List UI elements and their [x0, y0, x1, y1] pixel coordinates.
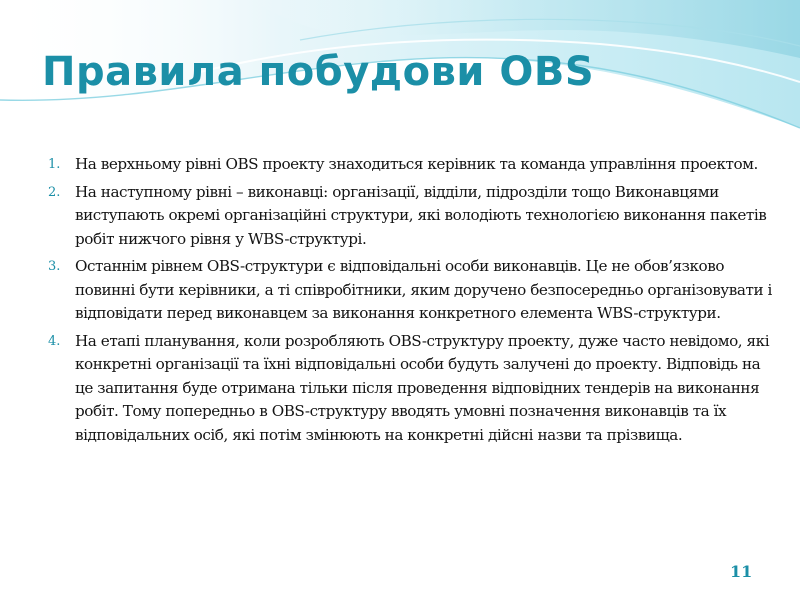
list-item-text: Останнім рівнем OBS-структури є відповідальні особи виконавців. Це не обов’язково повинні бути керівники, а ті співробітники, яким доручено безпосередньо організовувати і відповідати перед виконавцем за виконання конкретного елемента WBS-структури. [75, 257, 772, 322]
list-item-number: 3. [48, 259, 61, 274]
numbered-list [40, 153, 775, 451]
list-item-number: 1. [48, 157, 61, 172]
list-item [40, 181, 775, 252]
list-item-text: На етапі планування, коли розробляють OBS-структуру проекту, дуже часто невідомо, які конкретні організації та їхні відповідальні особи будуть залучені до проекту. Відповідь на це запитання буде отримана тільки після проведення відповідних тендерів на виконання робіт. Тому попередньо в OBS-структуру вводять умовні позначення виконавців та їх відповідальних осіб, які потім змінюють на конкретні дійсні назви та прізвища. [75, 331, 770, 444]
slide-title: Правила побудови OBS [42, 49, 595, 95]
list-item-text: На верхньому рівні OBS проекту знаходиться керівник та команда управління проектом. [75, 155, 758, 173]
list-item-text: На наступному рівні – виконавці: організації, відділи, підрозділи тощо Виконавцями виступають окремі організаційні структури, які володіють технологією виконання пакетів робіт нижчого рівня у WBS-структурі. [75, 182, 767, 248]
list-item [40, 153, 775, 177]
list-item [40, 330, 775, 448]
list-item [40, 255, 775, 326]
page-number: 11 [730, 562, 753, 581]
list-item-number: 2. [48, 184, 61, 200]
list-item-number: 4. [48, 333, 61, 349]
